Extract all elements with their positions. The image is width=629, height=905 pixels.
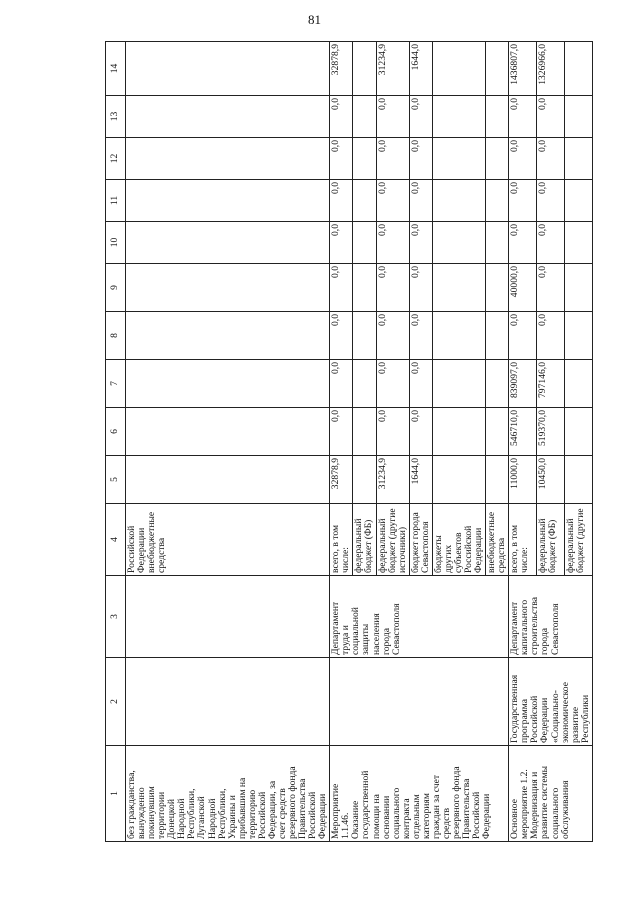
funding-source-cell-line: Федерации [136, 527, 148, 573]
page-number: 81 [308, 12, 321, 27]
value-cell [564, 96, 592, 138]
header-cell: 4 [106, 504, 126, 576]
funding-source-cell-line: всего, в том [509, 524, 521, 573]
executor-cell-line: защиты [360, 623, 372, 655]
funding-source-cell-line: Российской [463, 525, 474, 573]
value-cell: 0,0 [409, 312, 432, 360]
value-cell: 0,0 [330, 312, 353, 360]
funding-source-cell [486, 504, 509, 576]
value-cell [486, 312, 509, 360]
value-cell [564, 222, 592, 264]
activity-name-cell-line: Республики, [186, 788, 198, 839]
value-cell: 839097,0 [509, 360, 537, 408]
value-cell: 0,0 [330, 180, 353, 222]
funding-source-cell-line: Российской [126, 525, 137, 573]
value-cell [126, 222, 330, 264]
funding-source-cell-line: Федерации [473, 527, 485, 573]
activity-name-cell-line: отдельным [410, 794, 422, 839]
value-cell: 0,0 [376, 360, 409, 408]
value-cell: 0,0 [376, 312, 409, 360]
value-cell [432, 312, 485, 360]
header-cell: 6 [106, 408, 126, 456]
value-cell: 0,0 [509, 222, 537, 264]
program-cell [509, 658, 593, 746]
value-cell [353, 222, 376, 264]
value-cell [126, 360, 330, 408]
funding-source-cell [537, 504, 565, 576]
executor-cell-line: населения [370, 613, 382, 655]
program-cell-line: Федерации [539, 697, 551, 743]
value-cell: 0,0 [537, 96, 565, 138]
activity-name-cell-line: Федерации [317, 793, 329, 839]
header-cell: 10 [106, 222, 126, 264]
funding-source-cell-line: внебюджетные [146, 511, 158, 573]
value-cell [353, 456, 376, 504]
activity-name-cell-line: граждан за счет [430, 774, 442, 839]
funding-source-cell [353, 504, 376, 576]
value-cell: 1326966,0 [537, 42, 565, 96]
funding-source-cell [376, 504, 409, 576]
funding-source-cell-line: субъектов [452, 532, 464, 573]
value-cell: 0,0 [409, 408, 432, 456]
value-cell: 0,0 [509, 312, 537, 360]
value-cell: 0,0 [537, 312, 565, 360]
value-cell [564, 312, 592, 360]
value-cell [126, 96, 330, 138]
funding-source-cell-line: федеральный [376, 518, 388, 573]
value-cell [353, 42, 376, 96]
value-cell: 0,0 [330, 360, 353, 408]
value-cell [486, 360, 509, 408]
value-cell [126, 42, 330, 96]
funding-source-cell-line: источники) [396, 526, 408, 573]
table-body [126, 42, 593, 842]
value-cell: 0,0 [330, 138, 353, 180]
value-cell [486, 408, 509, 456]
value-cell [432, 360, 485, 408]
activity-name-cell [126, 746, 330, 842]
activity-name-cell-line: вынужденно [136, 787, 148, 839]
value-cell [486, 180, 509, 222]
table-row [330, 42, 353, 842]
value-cell [353, 96, 376, 138]
activity-name-cell-line: Модернизация и [529, 771, 541, 839]
value-cell [432, 264, 485, 312]
value-cell [126, 264, 330, 312]
value-cell: 31234,9 [376, 42, 409, 96]
executor-cell [509, 576, 593, 658]
funding-source-cell-line: средства [156, 537, 168, 573]
activity-name-cell-line: территорию [246, 789, 258, 839]
value-cell: 0,0 [409, 360, 432, 408]
value-cell [564, 138, 592, 180]
activity-name-cell-line: Основное [509, 799, 521, 839]
executor-cell-line: Департамент [330, 601, 342, 655]
program-cell [126, 658, 330, 746]
value-cell [353, 138, 376, 180]
value-cell: 1644,0 [409, 42, 432, 96]
executor-cell [126, 576, 330, 658]
header-cell: 5 [106, 456, 126, 504]
activity-name-cell-line: Мероприятие [330, 783, 342, 839]
value-cell [564, 408, 592, 456]
executor-cell-line: Департамент [509, 601, 521, 655]
value-cell [486, 264, 509, 312]
value-cell: 10450,0 [537, 456, 565, 504]
value-cell: 0,0 [376, 96, 409, 138]
header-cell: 1 [106, 746, 126, 842]
header-cell: 2 [106, 658, 126, 746]
value-cell: 1436807,0 [509, 42, 537, 96]
activity-name-cell-line: Народной [176, 798, 188, 839]
activity-name-cell-line: Правительства [461, 778, 473, 839]
value-cell: 31234,9 [376, 456, 409, 504]
program-cell-line: Государственная [509, 674, 521, 743]
funding-source-cell [564, 504, 592, 576]
value-cell [432, 138, 485, 180]
value-cell: 0,0 [409, 138, 432, 180]
value-cell: 0,0 [537, 264, 565, 312]
activity-name-cell-line: Российской [256, 791, 268, 839]
activity-name-cell-line: развитие системы [539, 765, 551, 839]
value-cell: 0,0 [509, 180, 537, 222]
activity-name-cell-line: социального [390, 787, 402, 839]
value-cell: 0,0 [330, 222, 353, 264]
value-cell [126, 408, 330, 456]
value-cell [564, 360, 592, 408]
funding-source-cell-line: федеральный [564, 518, 576, 573]
funding-source-cell [330, 504, 353, 576]
value-cell [432, 42, 485, 96]
header-cell: 14 [106, 42, 126, 96]
value-cell [353, 264, 376, 312]
funding-source-cell-line: числе: [519, 547, 531, 573]
executor-cell-line: социальной [350, 607, 362, 655]
activity-name-cell-line: Республики, [216, 788, 228, 839]
funding-source-cell [432, 504, 485, 576]
value-cell: 0,0 [537, 180, 565, 222]
activity-name-cell-line: Народной [206, 798, 218, 839]
program-cell-line: программа Российской [519, 695, 541, 743]
header-row [106, 42, 126, 842]
value-cell [126, 138, 330, 180]
activity-name-cell-line: Украины и [226, 795, 238, 839]
program-cell-line: развитие Республики [569, 694, 591, 743]
value-cell [432, 180, 485, 222]
value-cell: 0,0 [537, 222, 565, 264]
table-row [509, 42, 537, 842]
value-cell [564, 180, 592, 222]
value-cell [486, 42, 509, 96]
value-cell [126, 180, 330, 222]
funding-source-cell-line: бюджет (другие [386, 508, 398, 573]
funding-source-cell-line: федеральный [353, 518, 365, 573]
funding-source-cell [509, 504, 537, 576]
funding-source-cell-line: внебюджетные [486, 511, 498, 573]
table-row [126, 42, 330, 842]
budget-table [105, 41, 593, 842]
activity-name-cell-line: Оказание [350, 800, 362, 839]
value-cell: 0,0 [376, 222, 409, 264]
activity-name-cell-line: государственной [360, 770, 372, 839]
value-cell [486, 222, 509, 264]
value-cell [353, 408, 376, 456]
value-cell: 0,0 [376, 264, 409, 312]
value-cell [564, 456, 592, 504]
value-cell [432, 96, 485, 138]
value-cell [486, 456, 509, 504]
program-cell-line: «Социально- [549, 690, 561, 743]
activity-name-cell-line: Луганской [196, 796, 208, 839]
activity-name-cell-line: покинувшим [146, 786, 158, 839]
funding-source-cell-line: всего, в том [330, 524, 342, 573]
funding-source-cell [126, 504, 330, 576]
header-cell: 12 [106, 138, 126, 180]
value-cell: 546710,0 [509, 408, 537, 456]
executor-cell-line: города [539, 628, 551, 655]
value-cell: 32878,9 [330, 42, 353, 96]
executor-cell-line: Севастополя [549, 603, 561, 655]
header-cell: 9 [106, 264, 126, 312]
header-cell: 8 [106, 312, 126, 360]
executor-cell-line: строительства [529, 596, 541, 655]
value-cell [486, 96, 509, 138]
activity-name-cell-line: Федерации [481, 793, 493, 839]
funding-source-cell-line: бюджет (ФБ) [547, 519, 559, 573]
value-cell: 32878,9 [330, 456, 353, 504]
funding-source-cell-line: бюджет города [409, 512, 421, 573]
activity-name-cell [509, 746, 593, 842]
value-cell [564, 42, 592, 96]
activity-name-cell-line: 1.1.46. [340, 812, 352, 839]
activity-name-cell-line: социального [549, 787, 561, 839]
activity-name-cell-line: территории [156, 791, 168, 839]
activity-name-cell-line: Донецкой [166, 799, 178, 839]
value-cell: 0,0 [376, 180, 409, 222]
value-cell: 797146,0 [537, 360, 565, 408]
activity-name-cell [330, 746, 509, 842]
activity-name-cell-line: счет средств [276, 788, 288, 839]
activity-name-cell-line: резервного фонда [451, 766, 462, 839]
value-cell: 0,0 [509, 96, 537, 138]
activity-name-cell-line: без гражданства, [126, 770, 137, 839]
value-cell [353, 360, 376, 408]
value-cell: 0,0 [409, 180, 432, 222]
activity-name-cell-line: категориям [420, 793, 432, 839]
funding-source-cell-line: бюджет (ФБ) [363, 519, 375, 573]
executor-cell-line: города [380, 628, 392, 655]
header-cell: 13 [106, 96, 126, 138]
value-cell [432, 222, 485, 264]
value-cell: 0,0 [537, 138, 565, 180]
value-cell [126, 312, 330, 360]
activity-name-cell-line: обслуживания [559, 780, 571, 839]
header-cell: 7 [106, 360, 126, 408]
activity-name-cell-line: основании [380, 795, 392, 839]
value-cell [126, 456, 330, 504]
activity-name-cell-line: резервного фонда [287, 766, 298, 839]
executor-cell [330, 576, 509, 658]
rotated-table-wrapper [105, 42, 591, 842]
executor-cell-line: труда и [340, 625, 352, 655]
activity-name-cell-line: Федерации, за [266, 780, 278, 839]
executor-cell-line: капитального [519, 599, 531, 655]
funding-source-cell-line: числе: [340, 547, 352, 573]
value-cell [432, 456, 485, 504]
value-cell: 0,0 [409, 222, 432, 264]
value-cell: 1644,0 [409, 456, 432, 504]
funding-source-cell-line: федеральный [537, 518, 549, 573]
program-cell-line: экономическое [559, 682, 571, 743]
header-cell: 3 [106, 576, 126, 658]
activity-name-cell-line: мероприятие 1.2. [519, 769, 531, 839]
value-cell [486, 138, 509, 180]
activity-name-cell-line: средств [440, 807, 452, 839]
value-cell: 0,0 [330, 264, 353, 312]
value-cell: 0,0 [330, 96, 353, 138]
activity-name-cell-line: Правительства [297, 778, 309, 839]
value-cell [432, 408, 485, 456]
value-cell [353, 312, 376, 360]
activity-name-cell-line: Российской [307, 791, 319, 839]
funding-source-cell-line: Севастополя [419, 521, 431, 573]
activity-name-cell-line: прибывшим на [236, 777, 248, 839]
activity-name-cell-line: контракта [400, 798, 412, 839]
activity-name-cell-line: помощи на [370, 794, 382, 839]
value-cell: 0,0 [509, 138, 537, 180]
value-cell [564, 264, 592, 312]
funding-source-cell-line: бюджеты [432, 535, 444, 573]
value-cell [353, 180, 376, 222]
table-viewport [105, 42, 591, 842]
value-cell: 11000,0 [509, 456, 537, 504]
value-cell: 40000,0 [509, 264, 537, 312]
value-cell: 0,0 [409, 96, 432, 138]
value-cell: 519370,0 [537, 408, 565, 456]
funding-source-cell [409, 504, 432, 576]
value-cell: 0,0 [376, 408, 409, 456]
funding-source-cell-line: других [442, 544, 454, 573]
header-cell: 11 [106, 180, 126, 222]
value-cell: 0,0 [376, 138, 409, 180]
funding-source-cell-line: бюджет (другие [574, 508, 586, 573]
program-cell [330, 658, 509, 746]
value-cell: 0,0 [409, 264, 432, 312]
executor-cell-line: Севастополя [390, 603, 402, 655]
funding-source-cell-line: средства [496, 537, 508, 573]
activity-name-cell-line: Российской [471, 791, 483, 839]
value-cell: 0,0 [330, 408, 353, 456]
